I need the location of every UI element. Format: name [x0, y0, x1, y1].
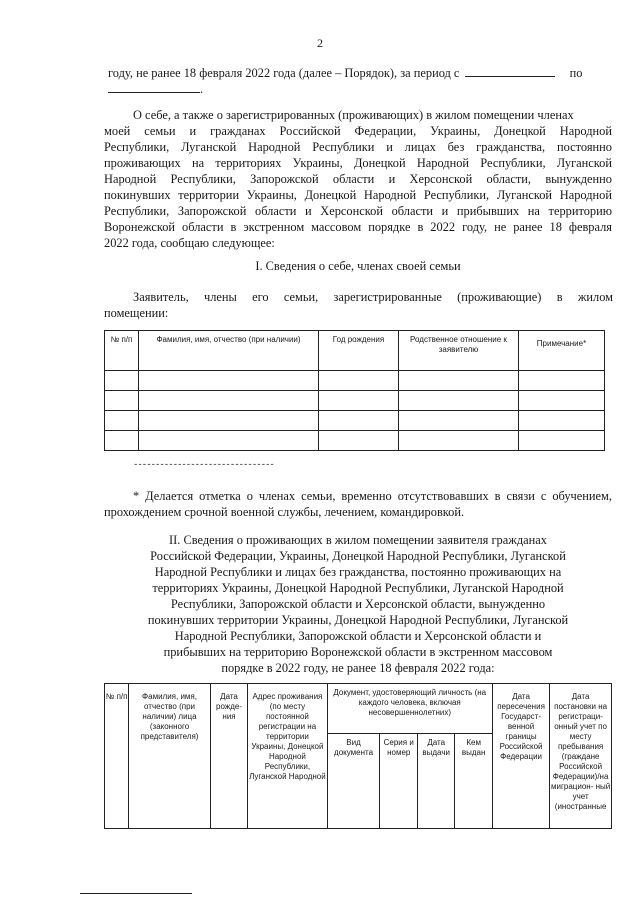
residents-table: [104, 683, 612, 829]
footnote-line: прохождением срочной военной службы, лечением, командировкой.: [104, 505, 465, 519]
table-cell[interactable]: [139, 411, 319, 431]
table-row: [105, 411, 605, 431]
intro-line: 2022 года, сообщаю следующее:: [104, 236, 275, 250]
table-cell[interactable]: [319, 371, 399, 391]
section-2-heading-line: порядке в 2022 году, не ранее 18 февраля 2022 года:: [221, 661, 495, 675]
col-header-border-date: Дата пересечения Государст- венной границы Российской Федерации: [492, 684, 549, 829]
table-cell[interactable]: [105, 391, 139, 411]
intro-line: Воронежской области в экстренном массовом порядке в 2022 году, не ранее 18 февраля: [104, 220, 612, 234]
col-header-address: Адрес проживания (по месту постоянной регистрации на территории Украины, Донецкой Народной Республики, Луганской Народной: [248, 684, 327, 829]
col-header-registration-date: Дата постановки на регистраци- онный учет по месту пребывания (граждане Российской Федерации)/на миграцион- ный учет (иностранные: [550, 684, 612, 829]
period-to-label: по: [569, 66, 583, 80]
table-cell[interactable]: [399, 411, 519, 431]
section-2-heading-line: Народной Республики и лицах без гражданства, постоянно проживающих на: [154, 565, 562, 579]
family-members-table: [104, 330, 605, 451]
table-cell[interactable]: [519, 411, 605, 431]
period-line-2: [108, 82, 203, 97]
section-1-intro-line: помещении:: [104, 306, 169, 320]
table-header-row: [105, 331, 605, 371]
table-cell[interactable]: [399, 391, 519, 411]
col-header-doc-issuer: Кем выдан: [455, 734, 492, 829]
col-header-number: № п/п: [105, 684, 129, 829]
col-header-note: Примечание*: [519, 331, 605, 371]
table-row: [105, 391, 605, 411]
table-cell[interactable]: [139, 391, 319, 411]
table-row: [105, 371, 605, 391]
footnote-line: * Делается отметка о членах семьи, временно отсутствовавших в связи с обучением,: [133, 489, 612, 503]
col-header-birth-year: Год рождения: [319, 331, 399, 371]
table-cell[interactable]: [105, 431, 139, 451]
table-cell[interactable]: [399, 371, 519, 391]
table-header-row: [105, 684, 612, 734]
page-number: 2: [317, 36, 323, 50]
period-to-field[interactable]: [108, 82, 200, 93]
intro-line: Республики, Луганской Народной Республики и лицах без гражданства, постоянно: [104, 140, 612, 154]
intro-line: проживающих на территориях Украины, Донецкой Народной Республики, Луганской: [104, 156, 612, 170]
col-header-doc-series: Серия и номер: [380, 734, 417, 829]
intro-line: моей семьи и гражданах Российской Федерации, Украины, Донецкой Народной: [104, 124, 612, 138]
table-cell[interactable]: [519, 391, 605, 411]
section-1-intro-line: Заявитель, члены его семьи, зарегистрированные (проживающие) в жилом: [133, 290, 613, 304]
col-header-full-name: Фамилия, имя, отчество (при наличии): [139, 331, 319, 371]
section-2-heading-line: покинувших территории Украины, Донецкой Народной Республики, Луганской: [147, 613, 569, 627]
section-2-heading-line: прибывших на территорию Воронежской области в экстренном массовом: [163, 645, 553, 659]
intro-line: Республики, Запорожской области и Херсонской области и прибывших на территорию: [104, 204, 612, 218]
col-header-doc-date: Дата выдачи: [417, 734, 454, 829]
period-dot: .: [200, 82, 204, 96]
section-2-heading-line: Республики, Запорожской области и Херсонской области, вынужденно: [170, 597, 546, 611]
table-row: [105, 431, 605, 451]
intro-line: Народной Республики, Запорожской области и Херсонской области, вынужденно: [104, 172, 612, 186]
table-cell[interactable]: [319, 391, 399, 411]
period-line: [108, 66, 612, 81]
table-cell[interactable]: [319, 431, 399, 451]
intro-line: покинувших территории Украины, Донецкой Народной Республики, Луганской Народной: [104, 188, 612, 202]
col-header-number: № п/п: [105, 331, 139, 371]
section-2-heading-line: Российской Федерации, Украины, Донецкой Народной Республики, Луганской: [150, 549, 566, 563]
footnote-separator: --------------------------------: [133, 460, 274, 470]
table-cell[interactable]: [139, 431, 319, 451]
section-2-heading-line: II. Сведения о проживающих в жилом помещении заявителя гражданах: [169, 533, 547, 547]
section-2-heading-line: территориях Украины, Донецкой Народной Республики, Луганской Народной: [152, 581, 564, 595]
intro-line: О себе, а также о зарегистрированных (проживающих) в жилом помещении членах: [133, 108, 574, 122]
table-cell[interactable]: [105, 411, 139, 431]
col-header-doc-type: Вид документа: [327, 734, 380, 829]
col-header-relation: Родственное отношение к заявителю: [399, 331, 519, 371]
table-cell[interactable]: [319, 411, 399, 431]
page-bottom-rule: [80, 893, 192, 894]
col-header-birth-date: Дата рожде- ния: [210, 684, 247, 829]
col-header-identity-document: Документ, удостоверяющий личность (на каждого человека, включая несовершеннолетних): [327, 684, 492, 734]
table-cell[interactable]: [105, 371, 139, 391]
col-header-full-name: Фамилия, имя, отчество (при наличии) лица (законного представителя): [129, 684, 211, 829]
period-line-prefix: году, не ранее 18 февраля 2022 года (далее – Порядок), за период с: [108, 66, 460, 80]
table-cell[interactable]: [139, 371, 319, 391]
table-cell[interactable]: [519, 371, 605, 391]
section-1-heading: I. Сведения о себе, членах своей семьи: [255, 259, 461, 273]
section-2-heading-line: Народной Республики, Запорожской области и Херсонской области и: [174, 629, 542, 643]
table-cell[interactable]: [399, 431, 519, 451]
period-from-field[interactable]: [465, 66, 555, 77]
table-cell[interactable]: [519, 431, 605, 451]
